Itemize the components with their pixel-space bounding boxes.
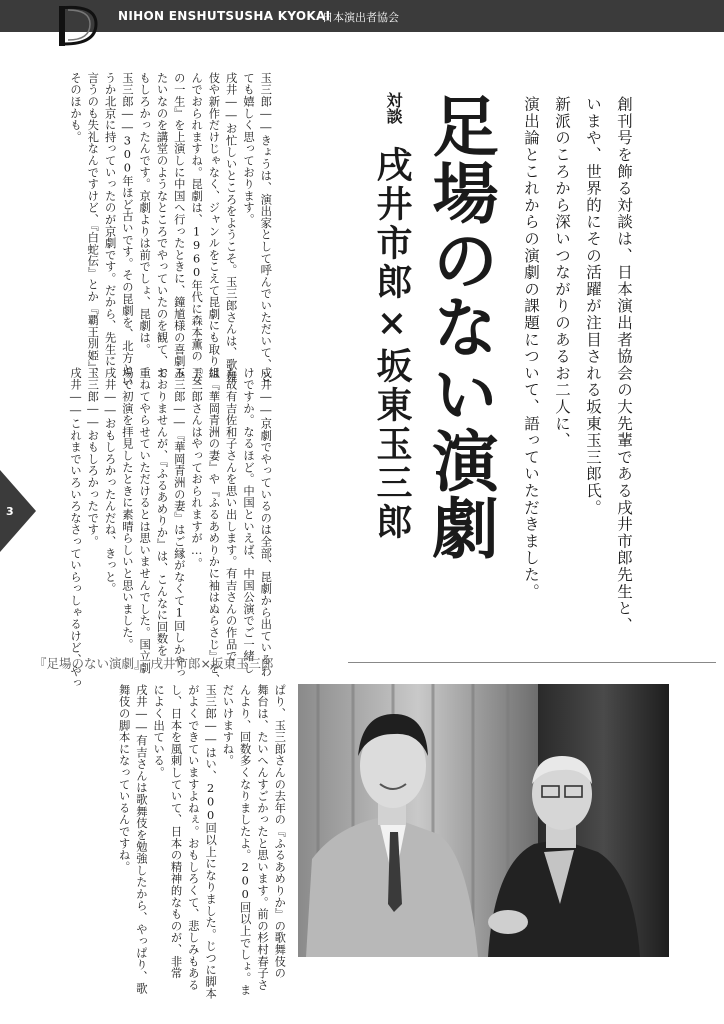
- text-line: 言うのも失礼なんですけど、『白蛇伝』とか『覇王別姫』、: [86, 72, 100, 380]
- page-title: 足場のない演劇: [421, 92, 499, 561]
- organization-name-jp: 日本演出者協会: [322, 11, 399, 24]
- text-line: 伎や新作だけじゃなく、ジャンルをこえて昆劇にも取り組: [207, 72, 221, 379]
- text-line: 戌井――有吉さんは歌舞伎を勉強したから、やっぱり、歌: [134, 684, 148, 995]
- lead-line-2: いまや、世界的にその活躍が注目される坂東玉三郎氏。: [584, 96, 602, 516]
- text-line: ておりませんが、『ふるあめりか』は、こんなに回数を: [155, 367, 169, 657]
- text-line: の一生』を上演しに中国へ行ったときに、鐘馗様の喜劇み: [172, 72, 186, 379]
- text-line: んより、回数多くなりましたよ。200回以上でしょ。ま: [238, 684, 252, 996]
- text-line: 舞伎の脚本になっているんですね。: [117, 684, 131, 873]
- text-line: うか北京に持っていったのが京劇です。だから、先生に: [103, 72, 117, 367]
- text-line: もしろかったんです。京劇よりは前でしょ、昆劇は。: [138, 72, 152, 356]
- text-line: 玉三郎――きょうは、演出家として呼んでいただいて、と: [259, 72, 273, 383]
- text-line: ぱり、玉三郎さんの去年の『ふるあめりか』の歌舞伎の: [273, 684, 287, 979]
- text-line: 場で初演を拝見したときに素晴らしいと思いました。: [120, 367, 134, 651]
- text-line: た故有吉佐和子さんを思い出します。有吉さんの作品で: [224, 367, 238, 662]
- text-line: ても嬉しく思っております。: [241, 72, 255, 226]
- lead-line-1: 創刊号を飾る対談は、日本演出者協会の大先輩である戌井市郎先生と、: [615, 96, 633, 634]
- text-line: 戌井――京劇でやっているのは全部、昆劇から出ているわ: [259, 367, 273, 678]
- text-line: し、日本を風刺していて、日本の精神的なものが、非常: [169, 684, 183, 979]
- text-line: そのほかも。: [68, 72, 82, 143]
- text-line: んでおられますね。昆劇は、1960年代に森本薫の『女: [190, 72, 204, 386]
- text-line: 戌井――おもしろかったんだね、きっと。: [103, 367, 117, 595]
- text-line: 戌井――お忙しいところをようこそ。玉三郎さんは、歌舞: [224, 72, 238, 383]
- text-line: けですか。なるほど。中国といえば、中国公演でご一緒し: [241, 367, 255, 674]
- photo-two-men: [298, 684, 669, 957]
- organization-name-en: NIHON ENSHUTSUSHA KYOKAI: [118, 9, 331, 23]
- text-line: 戌井――これまでいろいろなさっていらっしゃるけど、やっ: [68, 367, 82, 689]
- text-line: によく出ている。: [152, 684, 166, 779]
- title-label: 対談: [384, 92, 403, 124]
- text-line: 玉三郎――おもしろかったです。: [86, 367, 100, 548]
- text-line: 舞台は、たいへんすごかったと思います。前の杉村春子さ: [255, 684, 269, 991]
- running-title: 『足場のない演劇』 戌井市郎×坂東玉三郎: [34, 656, 274, 671]
- text-line: 玉三郎さんはやっておられますが…。: [190, 367, 204, 570]
- text-line: たいなのを講堂のようなところでやっていたのを観て、お: [155, 72, 169, 379]
- page-number: 3: [6, 505, 14, 518]
- text-line: 玉三郎――300年ほど古いです。その昆劇を、北方とい: [120, 72, 134, 388]
- text-line: 玉三郎――はい、200回以上になりました。じつに脚本: [204, 684, 218, 1000]
- text-line: だいけますね。: [221, 684, 235, 767]
- text-line: 玉三郎――『華岡青洲の妻』はご縁がなくて1回しかやっ: [172, 367, 186, 679]
- text-line: は『華岡青洲の妻』や『ふるあめりかに袖はぬらさじ』を、: [207, 367, 221, 686]
- page-subtitle: 戌井市郎×坂東玉三郎: [371, 146, 413, 542]
- lead-line-4: 演出論とこれからの演劇の課題について、語っていただきました。: [522, 96, 540, 600]
- logo-icon: [56, 2, 100, 48]
- text-line: 重ねてやらせていただけるとは思いませんでした。国立劇: [138, 367, 152, 674]
- lead-line-3: 新派のころから深いつながりのあるお二人に、: [553, 96, 571, 449]
- text-line: がよくできていますよねぇ。おもしろくて、悲しみもある: [186, 684, 200, 991]
- separator-line: [348, 662, 716, 663]
